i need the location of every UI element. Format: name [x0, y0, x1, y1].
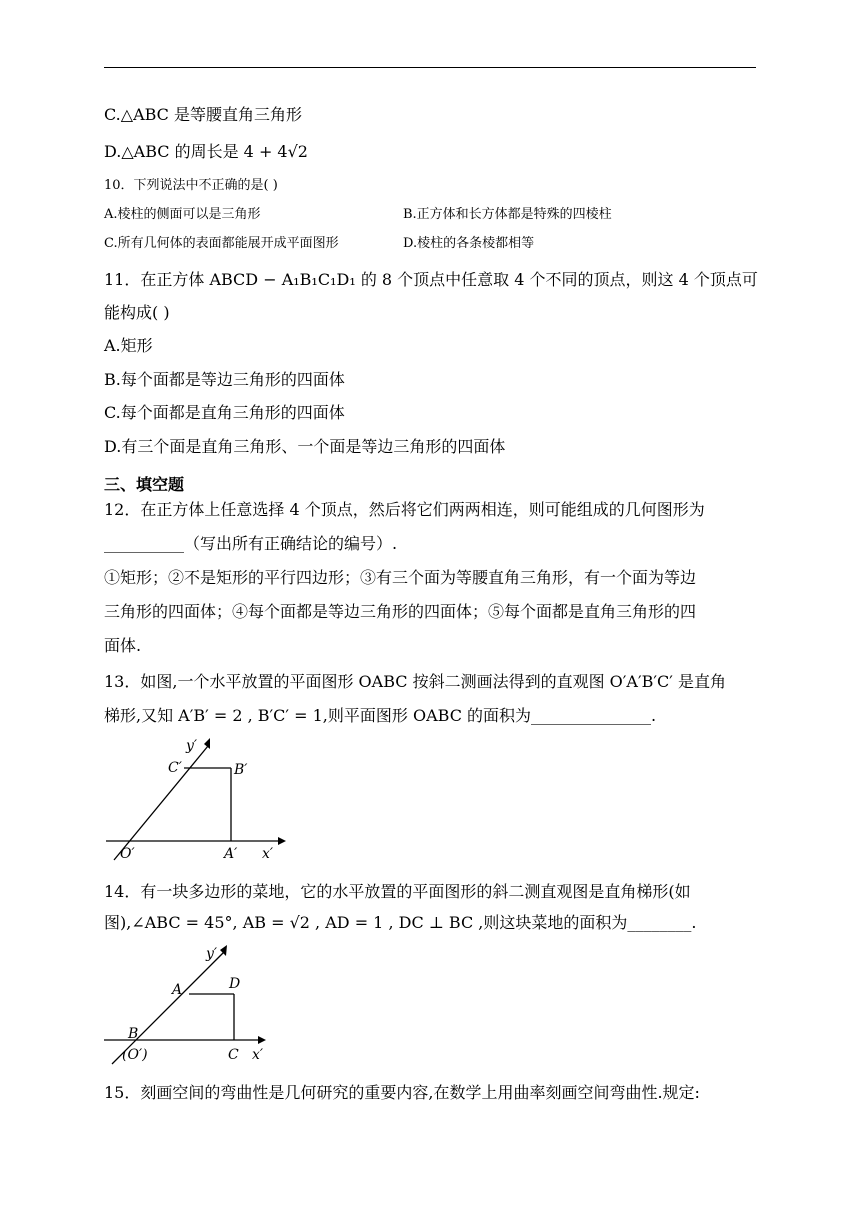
q13-line2: 梯形,又知 A′B′ = 2 , B′C′ = 1,则平面图形 OABC 的面积为_______________. — [104, 706, 657, 725]
section-heading: 三、填空题 — [104, 475, 185, 494]
q13-x-arrow — [278, 837, 286, 845]
q11-option-c: C.每个面都是直角三角形的四面体 — [104, 403, 345, 422]
q14-label-y: y′ — [206, 946, 218, 962]
q10-option-b: B.正方体和长方体都是特殊的四棱柱 — [403, 207, 612, 222]
q13-label-c: C′ — [168, 760, 182, 776]
q13-label-a: A′ — [224, 846, 238, 862]
q14-line1: 14．有一块多边形的菜地，它的水平放置的平面图形的斜二测直观图是直角梯形(如 — [104, 882, 691, 901]
q13-y-axis — [114, 746, 208, 860]
q11-option-d: D.有三个面是直角三角形、一个面是等边三角形的四面体 — [104, 437, 506, 456]
q13-line1: 13．如图,一个水平放置的平面图形 OABC 按斜二测画法得到的直观图 O′A′B′C′ 是直角 — [104, 672, 726, 691]
q12-line3: ①矩形；②不是矩形的平行四边形；③有三个面为等腰直角三角形，有一个面为等边 — [104, 568, 697, 587]
q13-label-b: B′ — [234, 762, 248, 778]
q13-label-x: x′ — [262, 846, 274, 862]
q9-option-c: C.△ABC 是等腰直角三角形 — [104, 105, 303, 124]
q10-option-d: D.棱柱的各条棱都相等 — [403, 236, 535, 251]
q13-figure — [100, 734, 290, 866]
q13-label-y: y′ — [186, 738, 198, 754]
q11-option-a: A.矩形 — [104, 336, 153, 355]
q10-option-c: C.所有几何体的表面都能展开成平面图形 — [104, 236, 339, 251]
q13-label-o: O′ — [120, 846, 135, 862]
q14-label-c: C — [228, 1047, 239, 1063]
q14-label-x: x′ — [252, 1047, 264, 1063]
q14-figure — [100, 942, 280, 1068]
q12-line2: __________（写出所有正确结论的编号）. — [104, 534, 398, 553]
q14-label-o: (O′) — [122, 1047, 148, 1063]
q14-label-b: B — [128, 1026, 139, 1042]
q14-line2: 图),∠ABC = 45°, AB = √2 , AD = 1 , DC ⊥ BC ,则这块菜地的面积为________. — [104, 913, 697, 932]
q11-option-b: B.每个面都是等边三角形的四面体 — [104, 370, 345, 389]
q15-line1: 15．刻画空间的弯曲性是几何研究的重要内容,在数学上用曲率刻画空间弯曲性.规定: — [104, 1083, 700, 1102]
q9-option-d: D.△ABC 的周长是 4 + 4√2 — [104, 142, 308, 161]
header-rule — [104, 67, 756, 68]
q11-stem-line1: 11．在正方体 ABCD − A₁B₁C₁D₁ 的 8 个顶点中任意取 4 个不同的顶点，则这 4 个顶点可 — [104, 270, 758, 289]
q10-stem: 10．下列说法中不正确的是( ) — [104, 178, 278, 193]
q14-label-a: A — [172, 982, 183, 998]
q14-x-arrow — [258, 1036, 266, 1044]
q12-line1: 12．在正方体上任意选择 4 个顶点，然后将它们两两相连，则可能组成的几何图形为 — [104, 500, 705, 519]
q10-option-a: A.棱柱的侧面可以是三角形 — [104, 207, 261, 222]
q12-line5: 面体. — [104, 636, 142, 655]
q11-stem-line2: 能构成( ) — [104, 303, 170, 322]
q14-label-d: D — [229, 976, 241, 992]
q12-line4: 三角形的四面体；④每个面都是等边三角形的四面体；⑤每个面都是直角三角形的四 — [104, 602, 697, 621]
